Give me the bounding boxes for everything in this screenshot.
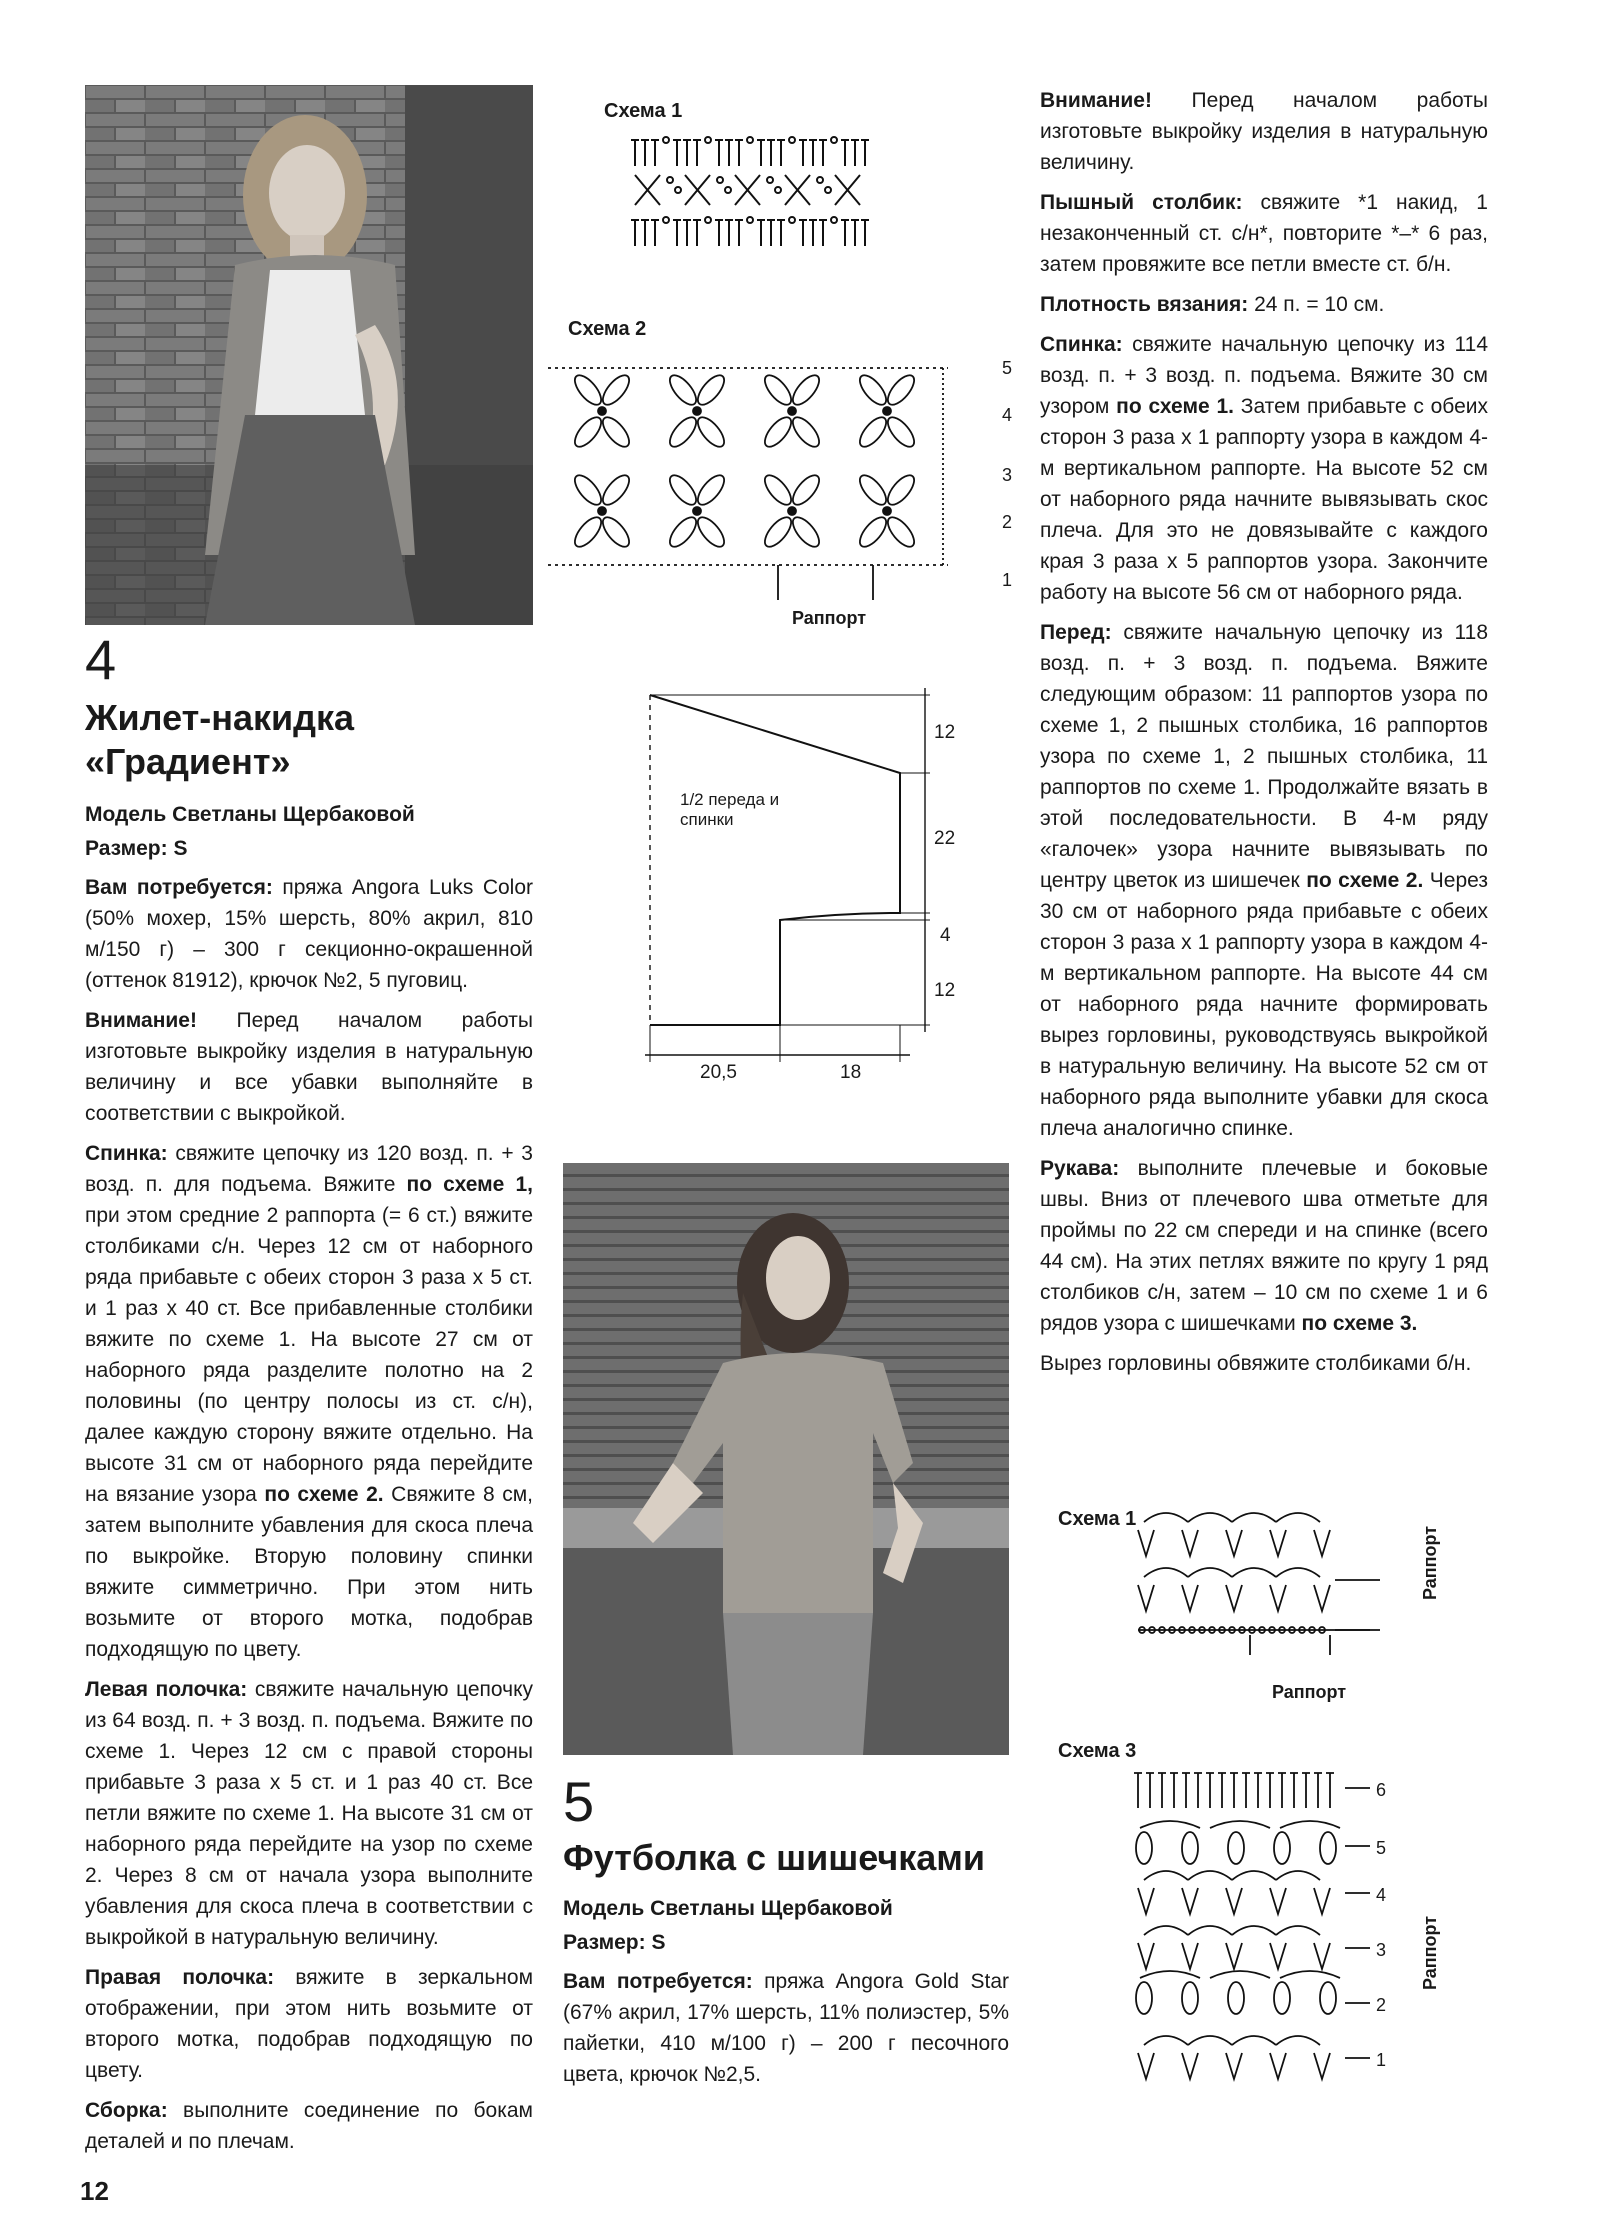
m5-gauge: Плотность вязания: 24 п. = 10 см. <box>1040 293 1385 316</box>
m5-attention: Внимание! Перед началом работы изготовьте выкройку изделия в натуральную величину. <box>1040 89 1488 174</box>
m5-front: Перед: свяжите начальную цепочку из 118 возд. п. + 3 возд. п. подъема. Вяжите следующим образом: 11 раппортов узора по схеме 1, 2 пышных столбика, 16 раппортов узора по схеме 1, 2 пышных столбика, 11 раппортов по схеме 1. Продолжайте вязать в этой последовательности. В 4-м ряду «галочек» узора начните вывязывать по центру цветок из шишечек по схеме 2. Через 30 см от наборного ряда прибавьте с обеих сторон 3 раза х 1 раппорту узора в каждом 4-м вертикальном раппорте. На высоте 44 см от наборного ряда начните формировать вырез горловины, руководствуясь выкройкой в натуральную величину. На высоте 52 см от наборного ряда выполните убавки для скоса плеча аналогично спинке. <box>1040 621 1488 1140</box>
model4-attention: Внимание! Перед началом работы изготовьте выкройку изделия в натуральную величину и все убавки выполняйте в соответствии с выкройкой. <box>85 1009 533 1125</box>
m5-scheme1-rapport-v: Раппорт <box>1420 1525 1440 1600</box>
scheme2-row-5: 5 <box>1002 358 1013 378</box>
scheme2-row-3: 3 <box>1002 465 1013 485</box>
m5-scheme3-row-1: 1 <box>1376 2050 1387 2070</box>
scheme1-label: Схема 1 <box>604 100 683 122</box>
scheme2-diagram <box>548 350 978 610</box>
model4-title: Жилет-накидка «Градиент» <box>85 697 355 782</box>
scheme1-diagram <box>630 130 950 270</box>
m5-scheme3-diagram <box>1130 1768 1390 2098</box>
page-number: 12 <box>80 2176 109 2206</box>
pattern-label: 1/2 переда и спинки <box>680 790 780 829</box>
pattern-dim-12a: 12 <box>934 722 956 743</box>
m5-scheme1-label: Схема 1 <box>1058 1508 1137 1530</box>
scheme2-row-4: 4 <box>1002 405 1013 425</box>
pattern-dim-12b: 12 <box>934 980 956 1001</box>
model5-size: Размер: S <box>563 1931 666 1954</box>
m5-neck: Вырез горловины обвяжите столбиками б/н. <box>1040 1352 1472 1375</box>
model4-back: Спинка: свяжите цепочку из 120 возд. п. + 3 возд. п. для подъема. Вяжите по схеме 1, при этом средние 2 раппорта (= 6 ст.) вяжите столбиками с/н. Через 12 см от наборного ряда прибавьте с обеих сторон 3 раза х 5 ст. и 1 раз х 40 ст. Все прибавленные столбики вяжите по схеме 1. На высоте 27 см от наборного ряда разделите полотно на 2 половины (по центру полосы из ст. с/н), далее каждую сторону вяжите отдельно. На высоте 31 см от наборного ряда перейдите на вязание узора по схеме 2. Свяжите 8 см, затем выполните убавления для скоса плеча по выкройке. Вторую половину спинки вяжите симметрично. При этом нить возьмите от второго мотка, подобрав подходящую по цвету. <box>85 1142 533 1661</box>
pattern-dim-20-5: 20,5 <box>700 1062 737 1083</box>
scheme2-row-1: 1 <box>1002 570 1013 590</box>
m5-scheme1-diagram <box>1130 1500 1400 1670</box>
model5-author: Модель Светланы Щербаковой <box>563 1897 893 1920</box>
pattern-dim-22: 22 <box>934 828 956 849</box>
model5-instructions <box>1040 85 1488 1388</box>
model5-title: Футболка с шишечками <box>563 1837 986 1878</box>
scheme2-row-2: 2 <box>1002 512 1013 532</box>
m5-back: Спинка: свяжите начальную цепочку из 114 возд. п. + 3 возд. п. подъема. Вяжите 30 см узором по схеме 1. Затем прибавьте с обеих сторон 3 раза х 1 раппорту узора в каждом 4-м вертикальном раппорте. На высоте 52 см от наборного ряда начните вывязывать скос плеча. Для это не довязывайте с каждого края 3 раза х 5 раппортов узора. Закончите работу на высоте 56 см от наборного ряда. <box>1040 333 1488 604</box>
m5-sleeves: Рукава: выполните плечевые и боковые швы. Вниз от плечевого шва отметьте для проймы по 22 см спереди и на спинке (всего 44 см). На этих петлях вяжите по кругу 1 ряд столбиков с/н, затем – 10 см по схеме 1 и 6 рядов узора с шишечками по схеме 3. <box>1040 1157 1488 1335</box>
pattern-dim-18: 18 <box>840 1062 862 1083</box>
model5-column <box>563 1772 1009 2099</box>
m5-scheme3-label: Схема 3 <box>1058 1740 1137 1762</box>
model4-author: Модель Светланы Щербаковой <box>85 803 415 826</box>
woman-in-tshirt-photo <box>563 1163 1009 1755</box>
m5-scheme3-rapport-v: Раппорт <box>1420 1915 1440 1990</box>
model4-assembly: Сборка: выполните соединение по бокам деталей и по плечам. <box>85 2099 533 2153</box>
model5-photo <box>563 1163 1009 1755</box>
scheme2-label: Схема 2 <box>568 318 647 340</box>
model4-number: 4 <box>85 628 117 691</box>
woman-in-shawl-photo <box>85 85 533 625</box>
m5-scheme3-row-6: 6 <box>1376 1780 1387 1800</box>
m5-scheme3-row-4: 4 <box>1376 1885 1387 1905</box>
m5-scheme3-row-5: 5 <box>1376 1838 1387 1858</box>
model4-size: Размер: S <box>85 837 188 860</box>
m5-scheme3-row-3: 3 <box>1376 1940 1387 1960</box>
model4-right-front: Правая полочка: вяжите в зеркальном отображении, при этом нить возьмите от второго мотка, подобрав подходящую по цвету. <box>85 1966 534 2082</box>
model4-needs: Вам потребуется: пряжа Angora Luks Color (50% мохер, 15% шерсть, 80% акрил, 810 м/150 г) – 300 г секционно-окрашенной (оттенок 81912), крючок №2, 5 пуговиц. <box>85 876 533 992</box>
model4-column <box>85 630 533 2166</box>
model4-photo <box>85 85 533 625</box>
scheme2-rapport: Раппорт <box>792 608 867 628</box>
model4-left-front: Левая полочка: свяжите начальную цепочку из 64 возд. п. + 3 возд. п. подъема. Вяжите по схеме 1. Через 12 см с правой стороны прибавьте 3 раза х 5 ст. и 1 раз 40 ст. Все петли вяжите по схеме 1. На высоте 31 см от наборного ряда перейдите на узор по схеме 2. Через 8 см от начала узора выполните убавления для скоса плеча в соответствии с выкройкой в натуральную величину. <box>85 1678 533 1949</box>
pattern-dim-4: 4 <box>940 925 951 946</box>
model5-number: 5 <box>563 1770 595 1833</box>
model5-needs: Вам потребуется: пряжа Angora Gold Star (67% акрил, 17% шерсть, 11% полиэстер, 5% пайетки, 410 м/100 г) – 200 г песочного цвета, крючок №2,5. <box>563 1970 1009 2086</box>
m5-scheme3-row-2: 2 <box>1376 1995 1387 2015</box>
m5-puff: Пышный столбик: свяжите *1 накид, 1 незаконченный ст. с/н*, повторите *–* 6 раз, затем провяжите все петли вместе ст. б/н. <box>1040 191 1488 276</box>
m5-scheme1-rapport-h: Раппорт <box>1272 1682 1347 1702</box>
